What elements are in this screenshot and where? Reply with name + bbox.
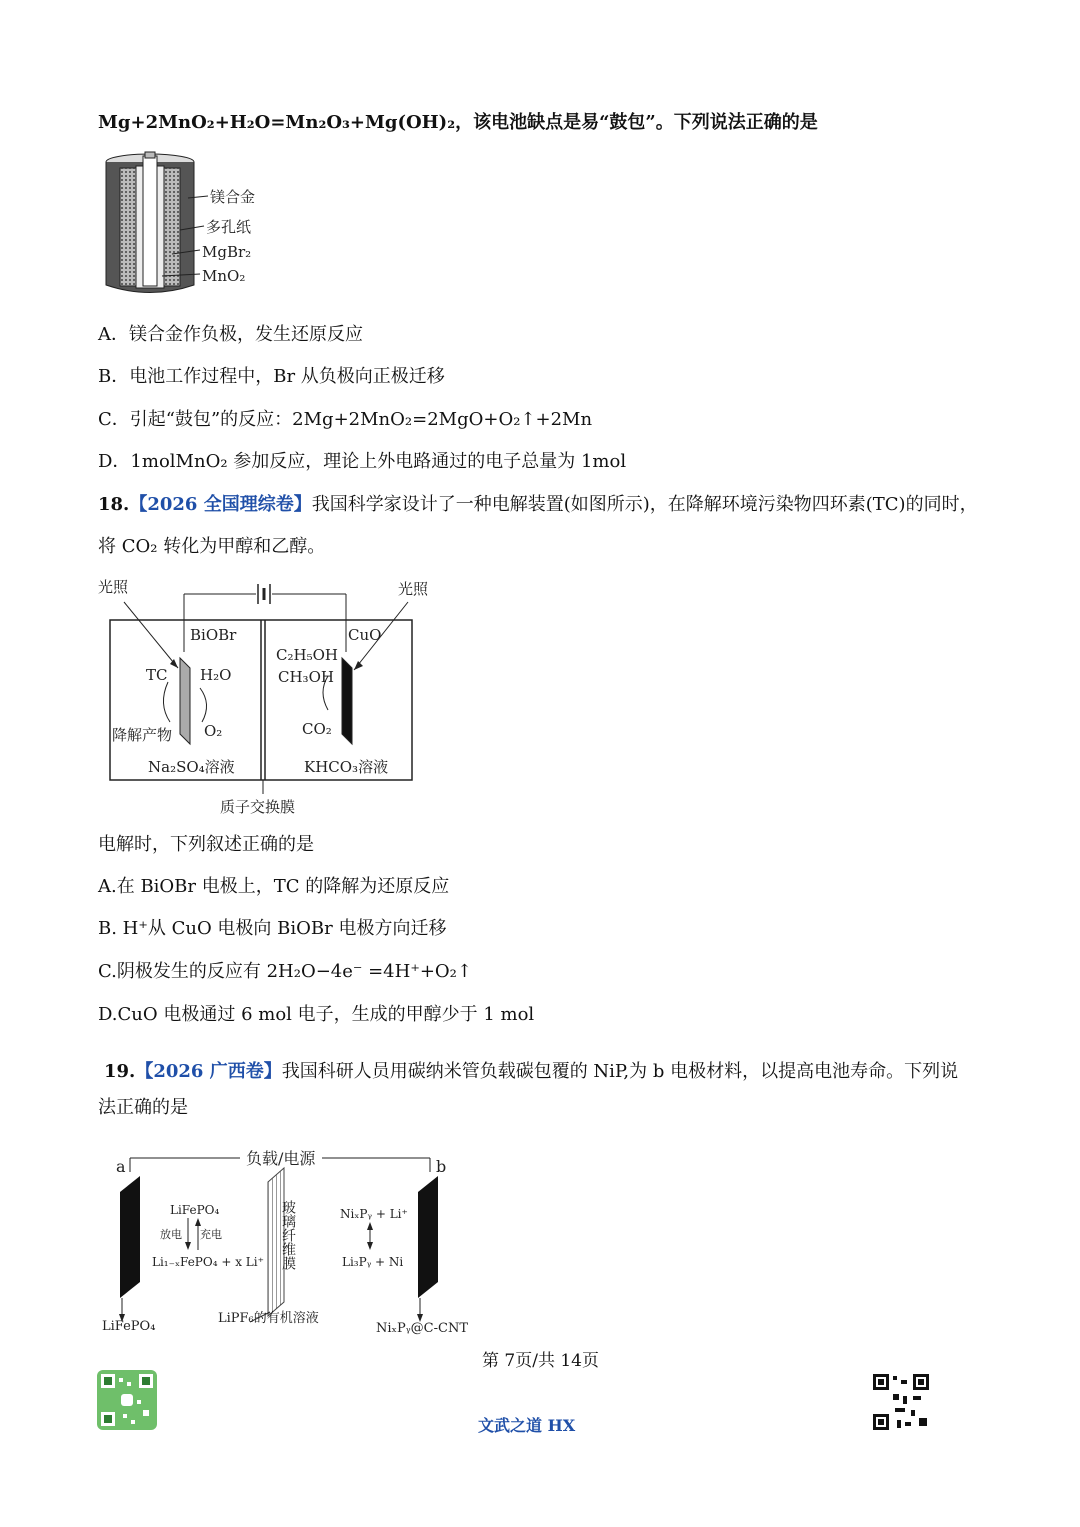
cuo-label: CuO xyxy=(348,626,382,644)
label-mno2: MnO₂ xyxy=(202,267,246,285)
q17-option-a: A．镁合金作负极，发生还原反应 xyxy=(98,324,363,345)
load-label: 负载/电源 xyxy=(246,1149,316,1168)
q17-stem: Mg+2MnO₂+H₂O=Mn₂O₃+Mg(OH)₂，该电池缺点是易“鼓包”。下列说法正确的是 xyxy=(98,112,818,133)
q18-option-a: A.在 BiOBr 电极上，TC 的降解为还原反应 xyxy=(98,876,450,897)
tc-label: TC xyxy=(146,666,168,684)
electrolyte-label: LiPF₆的有机溶液 xyxy=(218,1311,319,1326)
nixpy-li-label: NiₓPᵧ + Li⁺ xyxy=(340,1207,408,1221)
charge-label: 充电 xyxy=(200,1228,222,1241)
h2o-label: H₂O xyxy=(200,666,232,684)
membrane-label: 质子交换膜 xyxy=(220,798,296,816)
q18-stem-line2: 将 CO₂ 转化为甲醇和乙醇。 xyxy=(98,536,326,557)
q18-prompt: 电解时，下列叙述正确的是 xyxy=(98,834,314,855)
left-solution-label: Na₂SO₄溶液 xyxy=(148,758,235,776)
q18-source: 【2026 全国理综卷】 xyxy=(129,494,312,515)
o2-label: O₂ xyxy=(204,722,223,740)
li3py-ni-label: Li₃Pᵧ + Ni xyxy=(342,1255,404,1269)
q17-option-c: C．引起“鼓包”的反应：2Mg+2MnO₂=2MgO+O₂↑+2Mn xyxy=(98,409,593,430)
right-material-label: NiₓPᵧ@C-CNT xyxy=(376,1321,469,1336)
co2-label: CO₂ xyxy=(302,720,332,738)
electrolysis-figure xyxy=(96,572,436,817)
lifepo4-top-label: LiFePO₄ xyxy=(170,1203,220,1217)
light-left-label: 光照 xyxy=(98,578,129,596)
light-right-label: 光照 xyxy=(398,580,429,598)
q19-number: 19. xyxy=(104,1061,136,1082)
q19-stem-text: 我国科研人员用碳纳米管负载碳包覆的 NiP,为 b 电极材料，以提高电池寿命。下列说 xyxy=(281,1061,959,1082)
q18-option-d: D.CuO 电极通过 6 mol 电子，生成的甲醇少于 1 mol xyxy=(98,1004,535,1025)
electrode-b-label: b xyxy=(436,1157,447,1176)
biobr-label: BiOBr xyxy=(190,626,237,644)
label-mg-alloy: 镁合金 xyxy=(210,188,256,206)
q19-stem-line2: 法正确的是 xyxy=(98,1097,188,1118)
q18-option-b: B. H⁺从 CuO 电极向 BiOBr 电极方向迁移 xyxy=(98,918,447,939)
q17-option-d: D．1molMnO₂ 参加反应，理论上外电路通过的电子总量为 1mol xyxy=(98,451,627,472)
glass-fiber-membrane-label: 玻璃纤维膜 xyxy=(280,1200,296,1270)
right-solution-label: KHCO₃溶液 xyxy=(304,758,389,776)
battery-figure xyxy=(100,150,280,300)
c2h5oh-label: C₂H₅OH xyxy=(276,646,338,664)
q18-stem-line1 xyxy=(98,492,978,518)
electrode-a-label: a xyxy=(116,1157,126,1176)
qr-code-icon xyxy=(873,1374,929,1430)
q18-number: 18. xyxy=(98,494,130,515)
li-mixed-label: Li₁₋ₓFePO₄ + x Li⁺ xyxy=(152,1255,264,1269)
label-porous-paper: 多孔纸 xyxy=(206,218,252,236)
q19-stem-line1 xyxy=(104,1059,958,1085)
page-number: 第 7页/共 14页 xyxy=(482,1351,599,1371)
q17-option-b: B．电池工作过程中，Br 从负极向正极迁移 xyxy=(98,366,445,387)
brand-text: 文武之道 HX xyxy=(478,1416,576,1435)
left-material-label: LiFePO₄ xyxy=(102,1319,156,1334)
discharge-label: 放电 xyxy=(160,1228,182,1241)
q18-stem-text: 我国科学家设计了一种电解装置(如图所示)，在降解环境污染物四环素(TC)的同时， xyxy=(311,494,978,515)
wechat-qr-icon xyxy=(97,1370,157,1430)
q18-option-c: C.阴极发生的反应有 2H₂O−4e⁻ =4H⁺+O₂↑ xyxy=(98,961,472,982)
q19-source: 【2026 广西卷】 xyxy=(135,1061,282,1082)
lithium-battery-figure xyxy=(100,1142,490,1342)
degradation-label: 降解产物 xyxy=(112,726,173,744)
ch3oh-label: CH₃OH xyxy=(278,668,334,686)
label-mgbr2: MgBr₂ xyxy=(202,243,252,261)
